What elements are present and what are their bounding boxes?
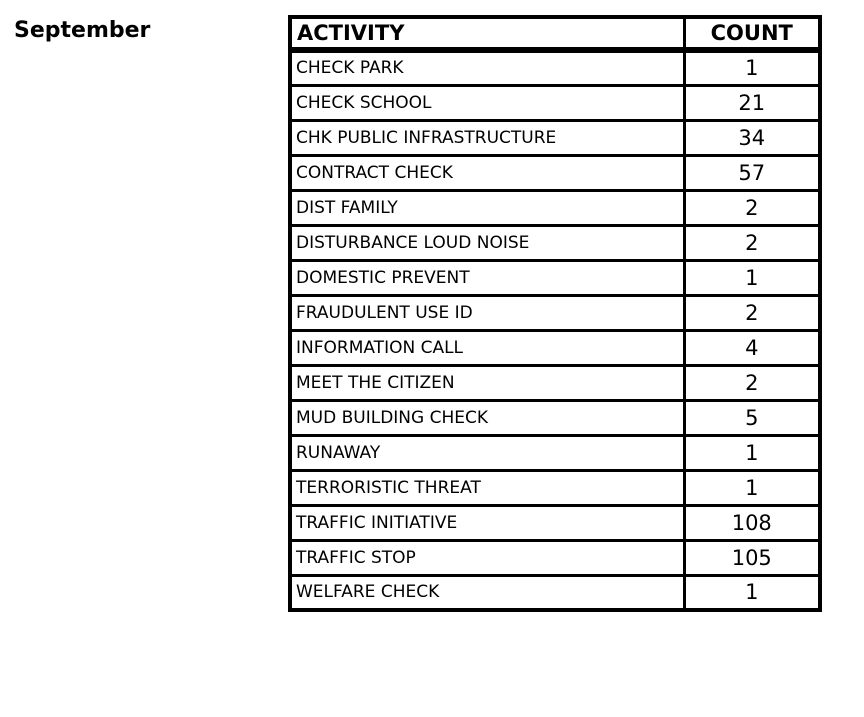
table-row [290,470,820,505]
activity-cell: CHK PUBLIC INFRASTRUCTURE [290,120,684,155]
count-cell: 2 [684,295,820,330]
table-row [290,155,820,190]
activity-cell: MEET THE CITIZEN [290,365,684,400]
activity-cell: DOMESTIC PREVENT [290,260,684,295]
table-header [290,17,820,50]
table-row [290,295,820,330]
count-cell: 2 [684,190,820,225]
table-row [290,540,820,575]
count-cell: 4 [684,330,820,365]
count-cell: 1 [684,50,820,85]
count-cell: 1 [684,470,820,505]
table-row [290,120,820,155]
table-body [290,50,820,610]
table-row [290,435,820,470]
table-row [290,85,820,120]
count-cell: 108 [684,505,820,540]
activity-cell: CHECK SCHOOL [290,85,684,120]
activity-cell: CHECK PARK [290,50,684,85]
count-column-header: COUNT [684,17,820,50]
count-cell: 2 [684,225,820,260]
activity-cell: TRAFFIC STOP [290,540,684,575]
count-cell: 105 [684,540,820,575]
table-row [290,365,820,400]
activity-cell: TRAFFIC INITIATIVE [290,505,684,540]
activity-cell: WELFARE CHECK [290,575,684,610]
table-row [290,190,820,225]
count-cell: 21 [684,85,820,120]
count-cell: 1 [684,435,820,470]
activity-cell: TERRORISTIC THREAT [290,470,684,505]
activity-cell: DIST FAMILY [290,190,684,225]
table-row [290,505,820,540]
table-row [290,260,820,295]
activity-cell: DISTURBANCE LOUD NOISE [290,225,684,260]
month-label: September [14,18,151,43]
activity-cell: FRAUDULENT USE ID [290,295,684,330]
count-cell: 34 [684,120,820,155]
table-row [290,50,820,85]
activity-cell: INFORMATION CALL [290,330,684,365]
table-row [290,400,820,435]
activity-cell: CONTRACT CHECK [290,155,684,190]
count-cell: 1 [684,575,820,610]
count-cell: 1 [684,260,820,295]
activity-count-table [288,15,822,612]
activity-cell: MUD BUILDING CHECK [290,400,684,435]
activity-column-header: ACTIVITY [290,17,684,50]
table-row [290,330,820,365]
count-cell: 57 [684,155,820,190]
count-cell: 5 [684,400,820,435]
table-row [290,575,820,610]
count-cell: 2 [684,365,820,400]
activity-cell: RUNAWAY [290,435,684,470]
table-row [290,225,820,260]
